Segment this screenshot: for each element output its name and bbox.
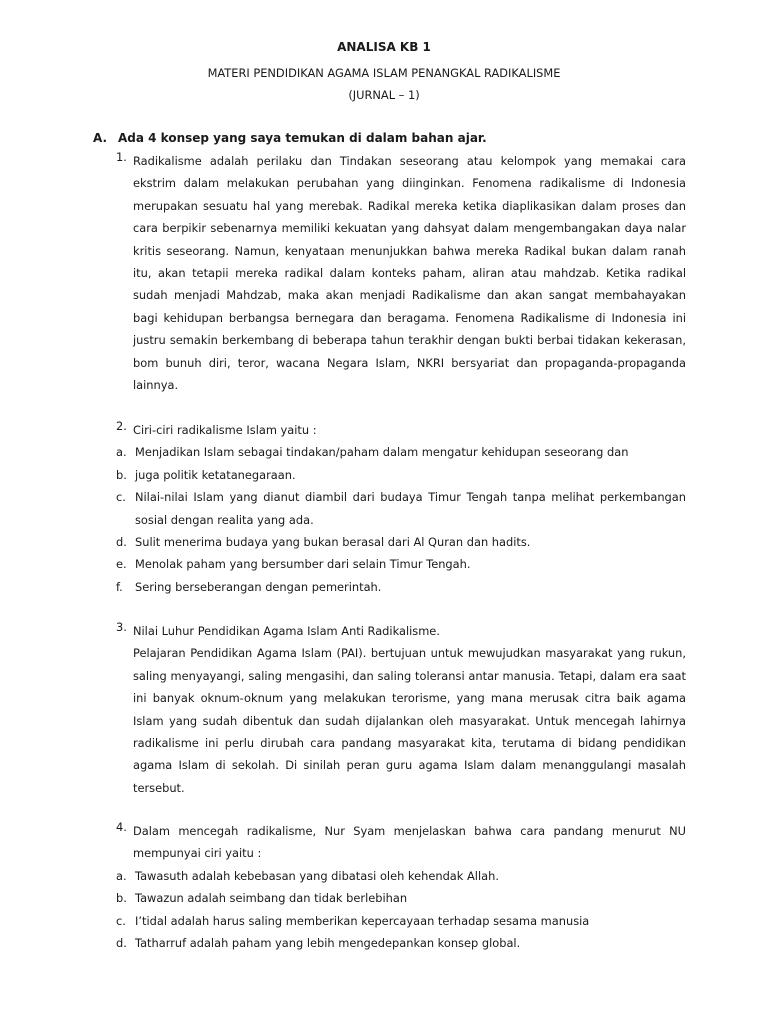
list-item-letter: d.	[116, 535, 127, 550]
list-item-text: Sering berseberangan dengan pemerintah.	[135, 579, 382, 594]
document-jurnal-label: (JURNAL – 1)	[348, 88, 420, 102]
list-item	[116, 887, 686, 909]
item-2-intro: Ciri-ciri radikalisme Islam yaitu :	[133, 423, 317, 437]
list-item-letter: c.	[116, 913, 126, 928]
list-item-text: I’tidal adalah harus saling memberikan kepercayaan terhadap sesama manusia	[135, 913, 590, 928]
item-4-number: 4.	[116, 820, 127, 834]
list-item-letter: a.	[116, 445, 127, 460]
list-item	[116, 531, 686, 553]
list-item	[116, 441, 686, 463]
list-item	[116, 910, 686, 932]
list-item-letter: b.	[116, 467, 127, 482]
list-item-letter: c.	[116, 490, 126, 505]
item-3	[116, 620, 686, 799]
list-item-text: Menolak paham yang bersumber dari selain Timur Tengah.	[135, 557, 471, 572]
list-item-letter: a.	[116, 868, 127, 883]
item-4-list	[116, 865, 686, 955]
item-3-paragraph: Pelajaran Pendidikan Agama Islam (PAI). bertujuan untuk mewujudkan masyarakat yang rukun, saling menyayangi, saling mengasihi, dan saling toleransi antar manusia. Tetapi, dalam era saat ini banyak oknum-oknum yang melakukan terorisme, yang mana merusak citra baik agama Islam yang sudah dibentuk dan sudah dijalankan oleh masyarakat. Untuk mencegah lahirnya radikalisme ini perlu dirubah cara pandang masyarakat kita, terutama di bidang pendidikan agama Islam di sekolah. Di sinilah peran guru agama Islam dalam menanggulangi masalah tersebut.	[133, 646, 686, 795]
list-item	[116, 576, 686, 598]
list-item-text: juga politik ketatanegaraan.	[135, 467, 296, 482]
item-2-list	[116, 441, 686, 598]
list-item	[116, 865, 686, 887]
item-1-number: 1.	[116, 150, 127, 164]
list-item-text: Tatharruf adalah paham yang lebih mengedepankan konsep global.	[135, 936, 521, 951]
list-item-letter: d.	[116, 936, 127, 951]
list-item	[116, 932, 686, 954]
item-4	[116, 820, 686, 954]
list-item-letter: b.	[116, 891, 127, 906]
list-item-letter: e.	[116, 557, 127, 572]
section-a-heading	[93, 131, 487, 145]
list-item-text: Sulit menerima budaya yang bukan berasal dari Al Quran dan hadits.	[135, 535, 531, 550]
list-item-text: Tawasuth adalah kebebasan yang dibatasi oleh kehendak Allah.	[135, 868, 499, 883]
document-title: ANALISA KB 1	[337, 40, 431, 54]
list-item	[116, 553, 686, 575]
item-3-intro: Nilai Luhur Pendidikan Agama Islam Anti Radikalisme.	[133, 624, 440, 638]
section-a-heading-text: Ada 4 konsep yang saya temukan di dalam bahan ajar.	[118, 131, 487, 145]
item-4-intro: Dalam mencegah radikalisme, Nur Syam menjelaskan bahwa cara pandang menurut NU mempunyai ciri yaitu :	[133, 824, 686, 861]
section-a-letter: A.	[93, 131, 108, 145]
item-3-number: 3.	[116, 620, 127, 634]
list-item-text: Menjadikan Islam sebagai tindakan/paham dalam mengatur kehidupan seseorang dan	[135, 445, 629, 460]
item-2	[116, 419, 686, 598]
list-item-text: Tawazun adalah seimbang dan tidak berlebihan	[135, 891, 408, 906]
document-subtitle: MATERI PENDIDIKAN AGAMA ISLAM PENANGKAL RADIKALISME	[207, 66, 561, 80]
item-1-paragraph: Radikalisme adalah perilaku dan Tindakan seseorang atau kelompok yang memakai cara ekstrim dalam melakukan perubahan yang diinginkan. Fenomena radikalisme di Indonesia merupakan sesuatu hal yang merebak. Radikal mereka ketika diaplikasikan dalam proses dan cara berpikir sebenarnya memiliki kekuatan yang dahsyat dalam mengembangakan daya nalar kritis seseorang. Namun, kenyataan menunjukkan bahwa mereka Radikal bukan dalam ranah itu, akan tetapii mereka radikal dalam konteks paham, aliran atau mahdzab. Ketika radikal sudah menjadi Mahdzab, maka akan menjadi Radikalisme dan akan sangat membahayakan bagi kehidupan berbangsa bernegara dan beragama. Fenomena Radikalisme di Indonesia ini justru semakin berkembang di beberapa tahun terakhir dengan bukti berbai tidakan kekerasan, bom bunuh diri, teror, wacana Negara Islam, NKRI bersyariat dan propaganda-propaganda lainnya.	[133, 154, 686, 393]
list-item-text: Nilai-nilai Islam yang dianut diambil dari budaya Timur Tengah tanpa melihat perkembangan sosial dengan realita yang ada.	[135, 490, 686, 527]
list-item	[116, 486, 686, 531]
item-2-number: 2.	[116, 419, 127, 433]
list-item-letter: f.	[116, 579, 123, 594]
list-item	[116, 464, 686, 486]
item-1	[116, 150, 686, 396]
